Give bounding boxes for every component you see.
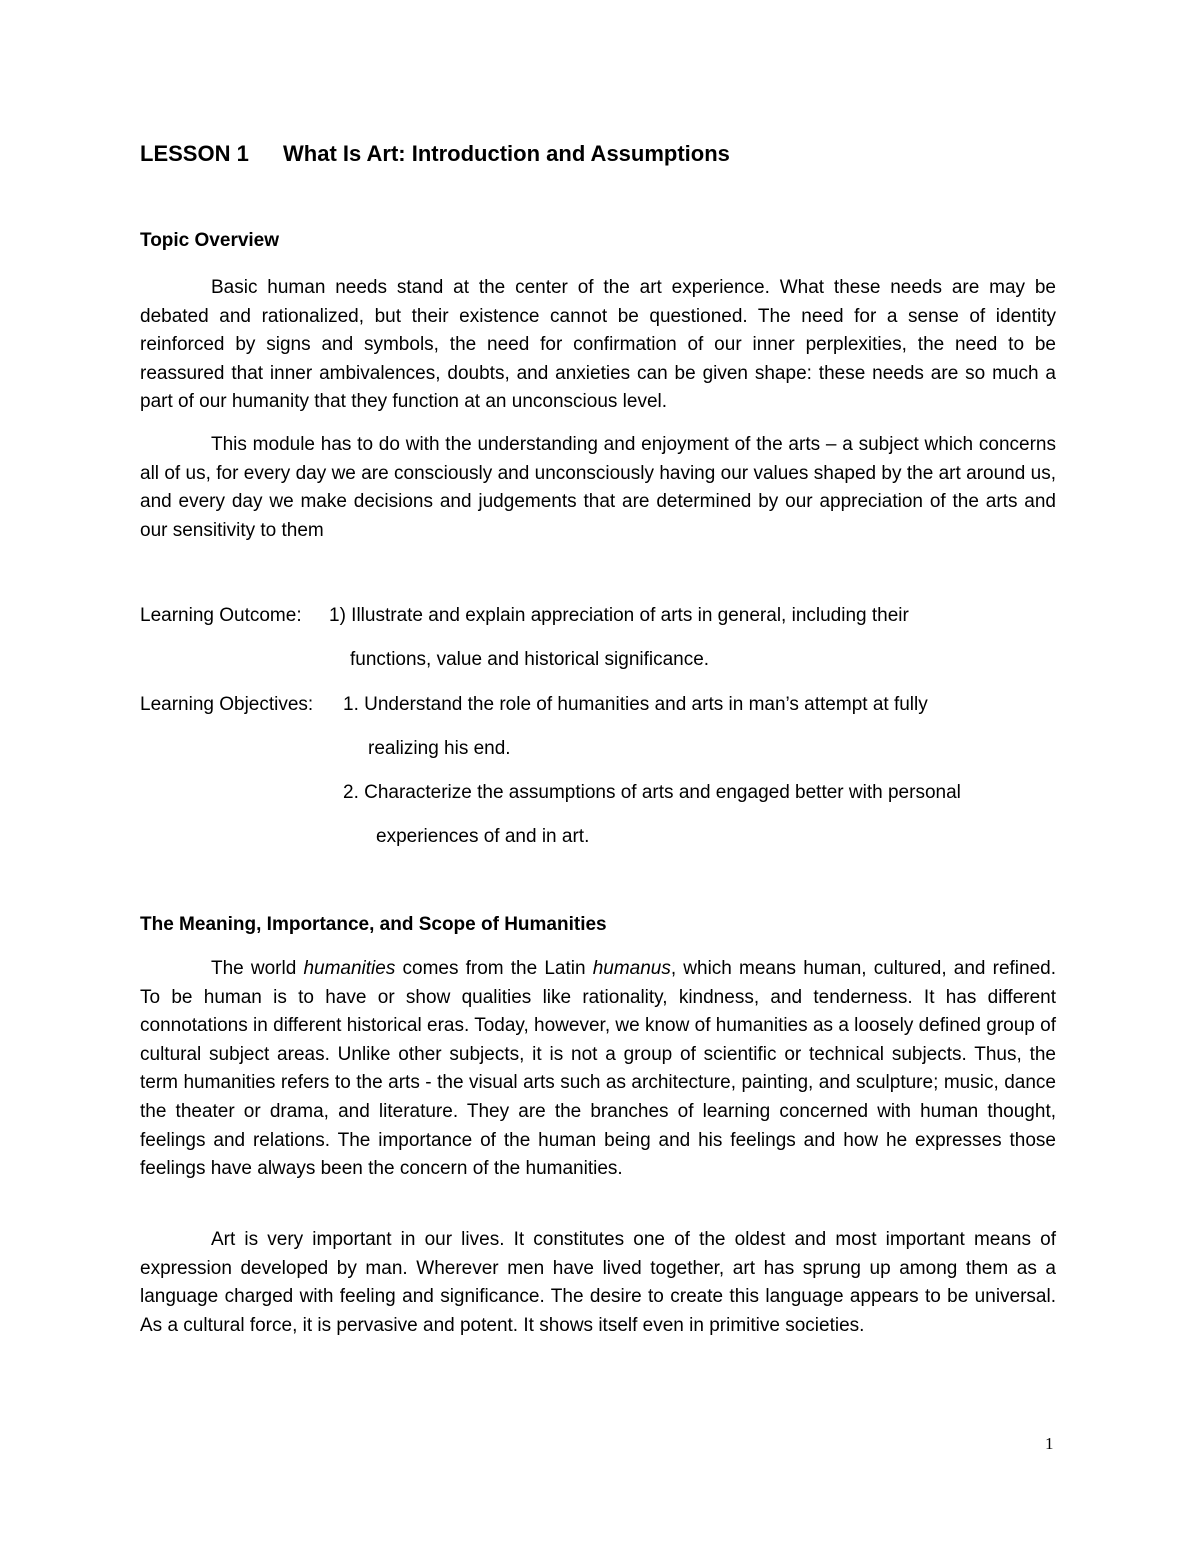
humanities-heading: The Meaning, Importance, and Scope of Humanities [140, 914, 607, 935]
learning-outcome-line-1: 1) Illustrate and explain appreciation of arts in general, including their [329, 605, 909, 626]
lesson-number: LESSON 1 [140, 141, 249, 166]
objective-1-line-1: 1. Understand the role of humanities and arts in man’s attempt at fully [343, 694, 928, 715]
term-humanus: humanus [592, 958, 671, 979]
lesson-title [140, 141, 730, 167]
humanities-paragraph-2: Art is very important in our lives. It constitutes one of the oldest and most important means of expression developed by man. Wherever men have lived together, art has sprung up among them as a language charged with feeling and significance. The desire to create this language appears to be universal. As a cultural force, it is pervasive and potent. It shows itself even in primitive societies. [140, 1229, 1056, 1336]
topic-overview-paragraph-2: This module has to do with the understanding and enjoyment of the arts – a subject which concerns all of us, for every day we are consciously and unconsciously having our values shaped by the art around us, and every day we make decisions and judgements that are determined by our appreciation of the arts and our sensitivity to them [140, 434, 1056, 541]
page-number: 1 [1045, 1434, 1054, 1453]
objective-1-line-2: realizing his end. [368, 738, 511, 759]
objective-2-line-1: 2. Characterize the assumptions of arts and engaged better with personal [343, 782, 961, 803]
learning-outcome-label: Learning Outcome: [140, 605, 302, 626]
humanities-paragraph-1: The world humanities comes from the Latin humanus, which means human, cultured, and refined. To be human is to have or show qualities like rationality, kindness, and tenderness. It has different connotations in different historical eras. Today, however, we know of humanities as a loosely defined group of cultural subject areas. Unlike other subjects, it is not a group of scientific or technical subjects. Thus, the term humanities refers to the arts - the visual arts such as architecture, painting, and sculpture; music, dance the theater or drama, and literature. They are the branches of learning concerned with human thought, feelings and relations. The importance of the human being and his feelings and how he expresses those feelings have always been the concern of the humanities. [140, 958, 1056, 1180]
topic-overview-heading: Topic Overview [140, 230, 280, 251]
learning-objectives-label: Learning Objectives: [140, 694, 314, 715]
learning-outcome-line-2: functions, value and historical significance. [350, 649, 710, 670]
topic-overview-paragraph-1: Basic human needs stand at the center of the art experience. What these needs are may be debated and rationalized, but their existence cannot be questioned. The need for a sense of identity reinforced by signs and symbols, the need for confirmation of our inner perplexities, the need to be reassured that inner ambivalences, doubts, and anxieties can be given shape: these needs are so much a part of our humanity that they function at an unconscious level. [140, 277, 1056, 413]
term-humanities: humanities [303, 958, 396, 979]
objective-2-line-2: experiences of and in art. [376, 826, 590, 847]
lesson-title-text: What Is Art: Introduction and Assumptions [283, 141, 730, 166]
